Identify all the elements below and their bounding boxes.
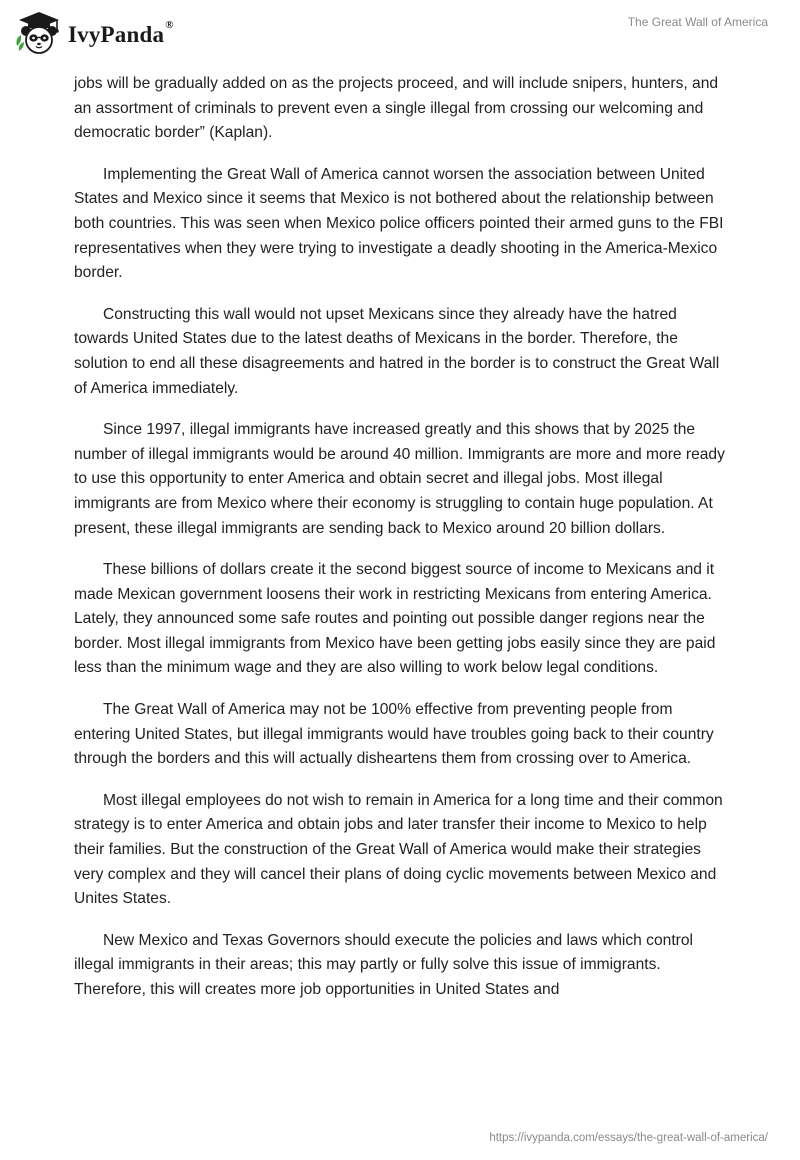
page-header	[0, 0, 800, 72]
panda-graduate-icon	[14, 8, 64, 58]
paragraph: jobs will be gradually added on as the projects proceed, and will include snipers, hunters, and an assortment of criminals to prevent even a single illegal from crossing our welcoming and democratic border” (Kaplan).	[74, 75, 719, 142]
paragraph: Implementing the Great Wall of America cannot worsen the association between United States and Mexico since it seems that Mexico is not bothered about the relationship between both countries. This was seen when Mexico police officers pointed their armed guns to the FBI representatives when they were trying to investigate a deadly shooting in the America-Mexico border.	[74, 165, 724, 282]
ivypanda-logo[interactable]	[14, 8, 174, 58]
paragraph: These billions of dollars create it the second biggest source of income to Mexicans and it made Mexican government loosens their work in restricting Mexicans from entering America. Lately, they announced some safe routes and pointing out possible danger regions near the border. Most illegal immigrants from Mexico have been getting jobs easily since they are paid less than the minimum wage and they are also willing to work below legal conditions.	[74, 561, 716, 677]
brand-name: IvyPanda®	[68, 19, 174, 47]
paragraph: Since 1997, illegal immigrants have increased greatly and this shows that by 2025 the number of illegal immigrants would be around 40 million. Immigrants are more and more ready to use this opportunity to enter America and obtain secret and illegal jobs. Most illegal immigrants are from Mexico where their economy is struggling to contain huge population. At present, these illegal immigrants are sending back to Mexico around 20 billion dollars.	[74, 421, 725, 537]
paragraph: The Great Wall of America may not be 100% effective from preventing people from entering United States, but illegal immigrants would have troubles going back to their country through the borders and this will actually disheartens them from crossing over to America.	[74, 701, 714, 768]
registered-mark: ®	[165, 19, 174, 31]
paragraph: New Mexico and Texas Governors should execute the policies and laws which control illegal immigrants in their areas; this may partly or fully solve this issue of immigrants. Therefore, this will creates more job opportunities in United States and	[74, 931, 693, 998]
paragraph: Constructing this wall would not upset Mexicans since they already have the hatred towards United States due to the latest deaths of Mexicans in the border. Therefore, the solution to end all these disagreements and hatred in the border is to construct the Great Wall of America immediately.	[74, 305, 720, 397]
essay-body	[74, 72, 726, 1020]
source-url[interactable]: https://ivypanda.com/essays/the-great-wall-of-america/	[489, 1132, 768, 1144]
document-title: The Great Wall of America	[627, 15, 768, 29]
paragraph: Most illegal employees do not wish to remain in America for a long time and their common strategy is to enter America and obtain jobs and later transfer their income to Mexico to help their families. But the construction of the Great Wall of America would make their strategies very complex and they will cancel their plans of doing cyclic movements between Mexico and Unites States.	[74, 791, 723, 908]
